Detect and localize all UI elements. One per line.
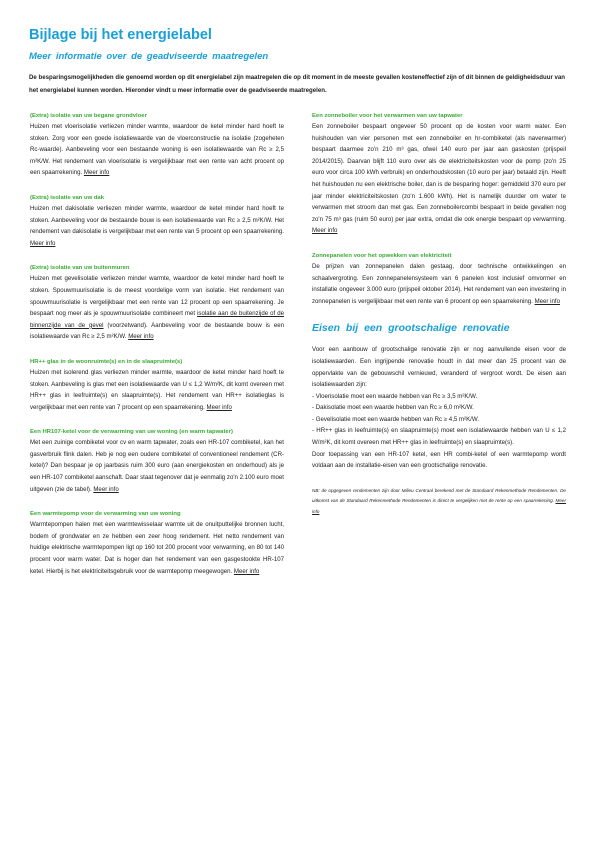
- right-column: [312, 112, 566, 522]
- section-body: Huizen met gevelisolatie verliezen minder warmte, waardoor de ketel minder hard hoeft te stoken. Spouwmuurisolatie is de meest voordelige vorm van isolatie. Het rendement van spouwmuurisolatie is vergelijkbaar met een rente van 12 procent op een spaarrekening. Je bespaart nog meer als je spouwmuurisolatie combineert met isolatie aan de buitenzijde of de binnenzijde van de gevel (voorzetwand). Aanbeveling voor de bestaande bouw is een isolatiewaarde van Rc ≥ 2,5 m²K/W. Meer info: [30, 275, 284, 341]
- section-body: Huizen met dakisolatie verliezen minder warmte, waardoor de ketel minder hard hoeft te stoken. Aanbeveling voor de bestaande bouw is een isolatiewaarde van Rc ≥ 2,5 m²K/W. Het rendement van dakisolatie is vergelijkbaar met een rente van 5 procent op een spaarrekening. Meer info: [30, 204, 284, 247]
- section-hr-glass: [30, 358, 284, 413]
- requirement-item: - Dakisolatie moet een waarde hebben van Rc ≥ 6,0 m²K/W.: [312, 404, 474, 412]
- section-heading: (Extra) isolatie van uw dak: [30, 194, 104, 201]
- intro-paragraph: De besparingsmogelijkheden die genoemd worden op dit energielabel zijn maatregelen die op dit moment in de meeste gevallen kosteneffectief zijn of dit binnen de geldigheidsduur van het energielabel kunnen worden. Hieronder vindt u meer informatie over de geadviseerde maatregelen.: [29, 74, 566, 94]
- page-subtitle: Meer informatie over de geadviseerde maatregelen: [29, 51, 269, 62]
- more-info-link[interactable]: Meer info: [312, 498, 566, 514]
- more-info-link[interactable]: Meer info: [312, 227, 338, 235]
- section-solar-panels: [312, 252, 566, 307]
- section-heat-pump: [30, 510, 284, 577]
- section-solar-boiler: [312, 112, 566, 237]
- requirement-item: - HR++ glas in leefruimte(s) en slaapruimte(s) moet een isolatiewaarde hebben van U ≤ 1,2 W/m²K, dit komt overeen met HR++ glas in leefruimte(s) en slaapruimte(s).: [312, 427, 566, 447]
- renovation-paragraph: Voor een aanbouw of grootschalige renovatie zijn er nog aanvullende eisen voor de isolatiewaarden. Een ingrijpende renovatie houdt in dat meer dan 25 procent van de oppervlakte van de gebouwschil vernieuwd, veranderd of vergroot wordt. De eisen aan isolatiewaarden zijn:: [312, 346, 566, 389]
- more-info-link[interactable]: Meer info: [30, 239, 56, 247]
- section-body: Een zonneboiler bespaart ongeveer 50 procent op de kosten voor warm water. Een huishouden van vier personen met een zonneboiler en hr-combiketel (als naverwarmer) bespaart daarmee zo'n 210 m³ gas, ofwel 140 euro per jaar aan gaskosten (prijspeil 2014/2015). Daarvan blijft 110 euro over als de elektriciteitskosten voor de pomp (zo'n 25 euro voor circa 100 kWh verbruik) en onderhoudskosten (10 euro per jaar) betaald zijn. Heeft het huishouden nu een elektrische boiler, dan is de besparing hoger: gemiddeld 370 euro per jaar minder elektriciteitskosten (zo'n 1.600 kWh). Het is namelijk duurder om water te verwarmen met stroom dan met gas. Een zonneboilercombi bespaart in beide gevallen nog zo'n 75 m³ gas (ruim 50 euro) per jaar extra, omdat die ook energie bespaart op verwarming. Meer info: [312, 123, 566, 235]
- more-info-link[interactable]: Meer info: [534, 297, 560, 305]
- page-title: Bijlage bij het energielabel: [29, 27, 212, 43]
- section-heading: HR++ glas in de woonruimte(s) en in de slaapruimte(s): [30, 358, 183, 365]
- requirement-item: - Vloerisolatie moet een waarde hebben van Rc ≥ 3,5 m²K/W.: [312, 392, 478, 400]
- section-roof-insulation: [30, 194, 284, 249]
- renovation-requirements: [312, 344, 566, 472]
- section-wall-insulation: [30, 264, 284, 343]
- section-body: De prijzen van zonnepanelen dalen gestaag, door technische ontwikkelingen en schaalvergroting. Een zonnepanelensysteem van 6 panelen kost inclusief omvormer en installatie ongeveer 3.000 euro (prijspeil oktober 2014). Het rendement van een investering in zonnepanelen is vergelijkbaar met een rente van 6 procent op een spaarrekening. Meer info: [312, 262, 566, 305]
- renovation-paragraph: Door toepassing van een HR-107 ketel, een HR combi-ketel of een warmtepomp wordt voldaan aan de installatie-eisen van een grootschalige renovatie.: [312, 450, 566, 470]
- more-info-link[interactable]: Meer info: [128, 333, 154, 341]
- renovation-heading: Eisen bij een grootschalige renovatie: [312, 322, 510, 335]
- more-info-link[interactable]: Meer info: [206, 403, 232, 411]
- section-heading: (Extra) isolatie van uw begane grondvloer: [30, 113, 147, 119]
- section-body: Huizen met vloerisolatie verliezen minder warmte, waardoor de ketel minder hard hoeft te stoken. Zorg voor een goede isolatiewaarde van de vloerconstructie na isolatie (zogeheten Rc-waarde). Aanbeveling voor een bestaande woning is een isolatiewaarde van Rc ≥ 2,5 m²K/W. Het rendement van vloerisolatie is vergelijkbaar met een rente van acht procent op een spaarrekening. Meer info: [30, 123, 284, 177]
- requirement-item: - Gevelisolatie moet een waarde hebben van Rc ≥ 4,5 m²K/W.: [312, 415, 479, 423]
- section-heading: Een zonneboiler voor het verwarmen van uw tapwater: [312, 113, 463, 119]
- section-heading: Een HR107-ketel voor de verwarming van uw woning (en warm tapwater): [30, 429, 233, 436]
- section-heading: Zonnepanelen voor het opwekken van elektriciteit: [312, 252, 452, 259]
- inline-link-wall-insulation[interactable]: isolatie aan de buitenzijde of de binnenzijde van de gevel: [30, 310, 284, 329]
- more-info-link[interactable]: Meer info: [93, 485, 119, 493]
- footnote: NB: de opgegeven rendementen zijn door Milieu Centraal berekend met de Standaard Rekenmethode Rendementen. De uitkomst van de Standaard Rekenmethode Rendementen is direct te vergelijken met de rente op een spaarrekening. Meer info: [312, 487, 566, 514]
- section-floor-insulation: [30, 112, 284, 179]
- section-body: Met een zuinige combiketel voor cv en warm tapwater, zoals een HR-107 combiketel, kan het gasverbruik flink dalen. Heb je nog een oudere combiketel of conventioneel rendement (CR-ketel)? Dan bespaar je op jaarbasis ruim 300 euro (aan energiekosten en onderhoud) als je een HR-107 combiketel aanschaft. Daar staat tegenover dat je eenmalig zo'n 2.100 euro moet uitgeven (zie de tabel). Meer info: [30, 439, 284, 493]
- left-column: [30, 112, 284, 592]
- more-info-link[interactable]: Meer info: [233, 567, 260, 575]
- section-hr107-boiler: [30, 428, 284, 495]
- section-heading: Een warmtepomp voor de verwarming van uw woning: [30, 511, 181, 518]
- section-body: Warmtepompen halen met een warmtewisselaar warmte uit de onuitputtelijke bronnen lucht, bodem of grondwater en ze hebben een zeer hoog rendement. Het netto rendement van huidige elektrische warmtepompen ligt op 160 tot 200 procent voor verwarming, en 80 tot 140 procent voor warm water. Dat is hoger dan het rendement van een gasgestookte HR-107 ketel. Hierbij is het elektriciteitsgebruik voor de warmtepomp meegewogen. Meer info: [30, 521, 284, 575]
- section-heading: (Extra) isolatie van uw buitenmuren: [30, 265, 130, 272]
- section-body: Huizen met isolerend glas verliezen minder warmte, waardoor de ketel minder hard hoeft te stoken. Aanbeveling is glas met een isolatiewaarde van U ≤ 1,2 W/m²K, dit komt overeen met HR++ glas in leefruimte(s) en slaapruimte(s). Het rendement van HR++ isolatieglas is vergelijkbaar met een rente van 7 procent op een spaarrekening. Meer info: [30, 368, 284, 411]
- more-info-link[interactable]: Meer info: [83, 169, 110, 177]
